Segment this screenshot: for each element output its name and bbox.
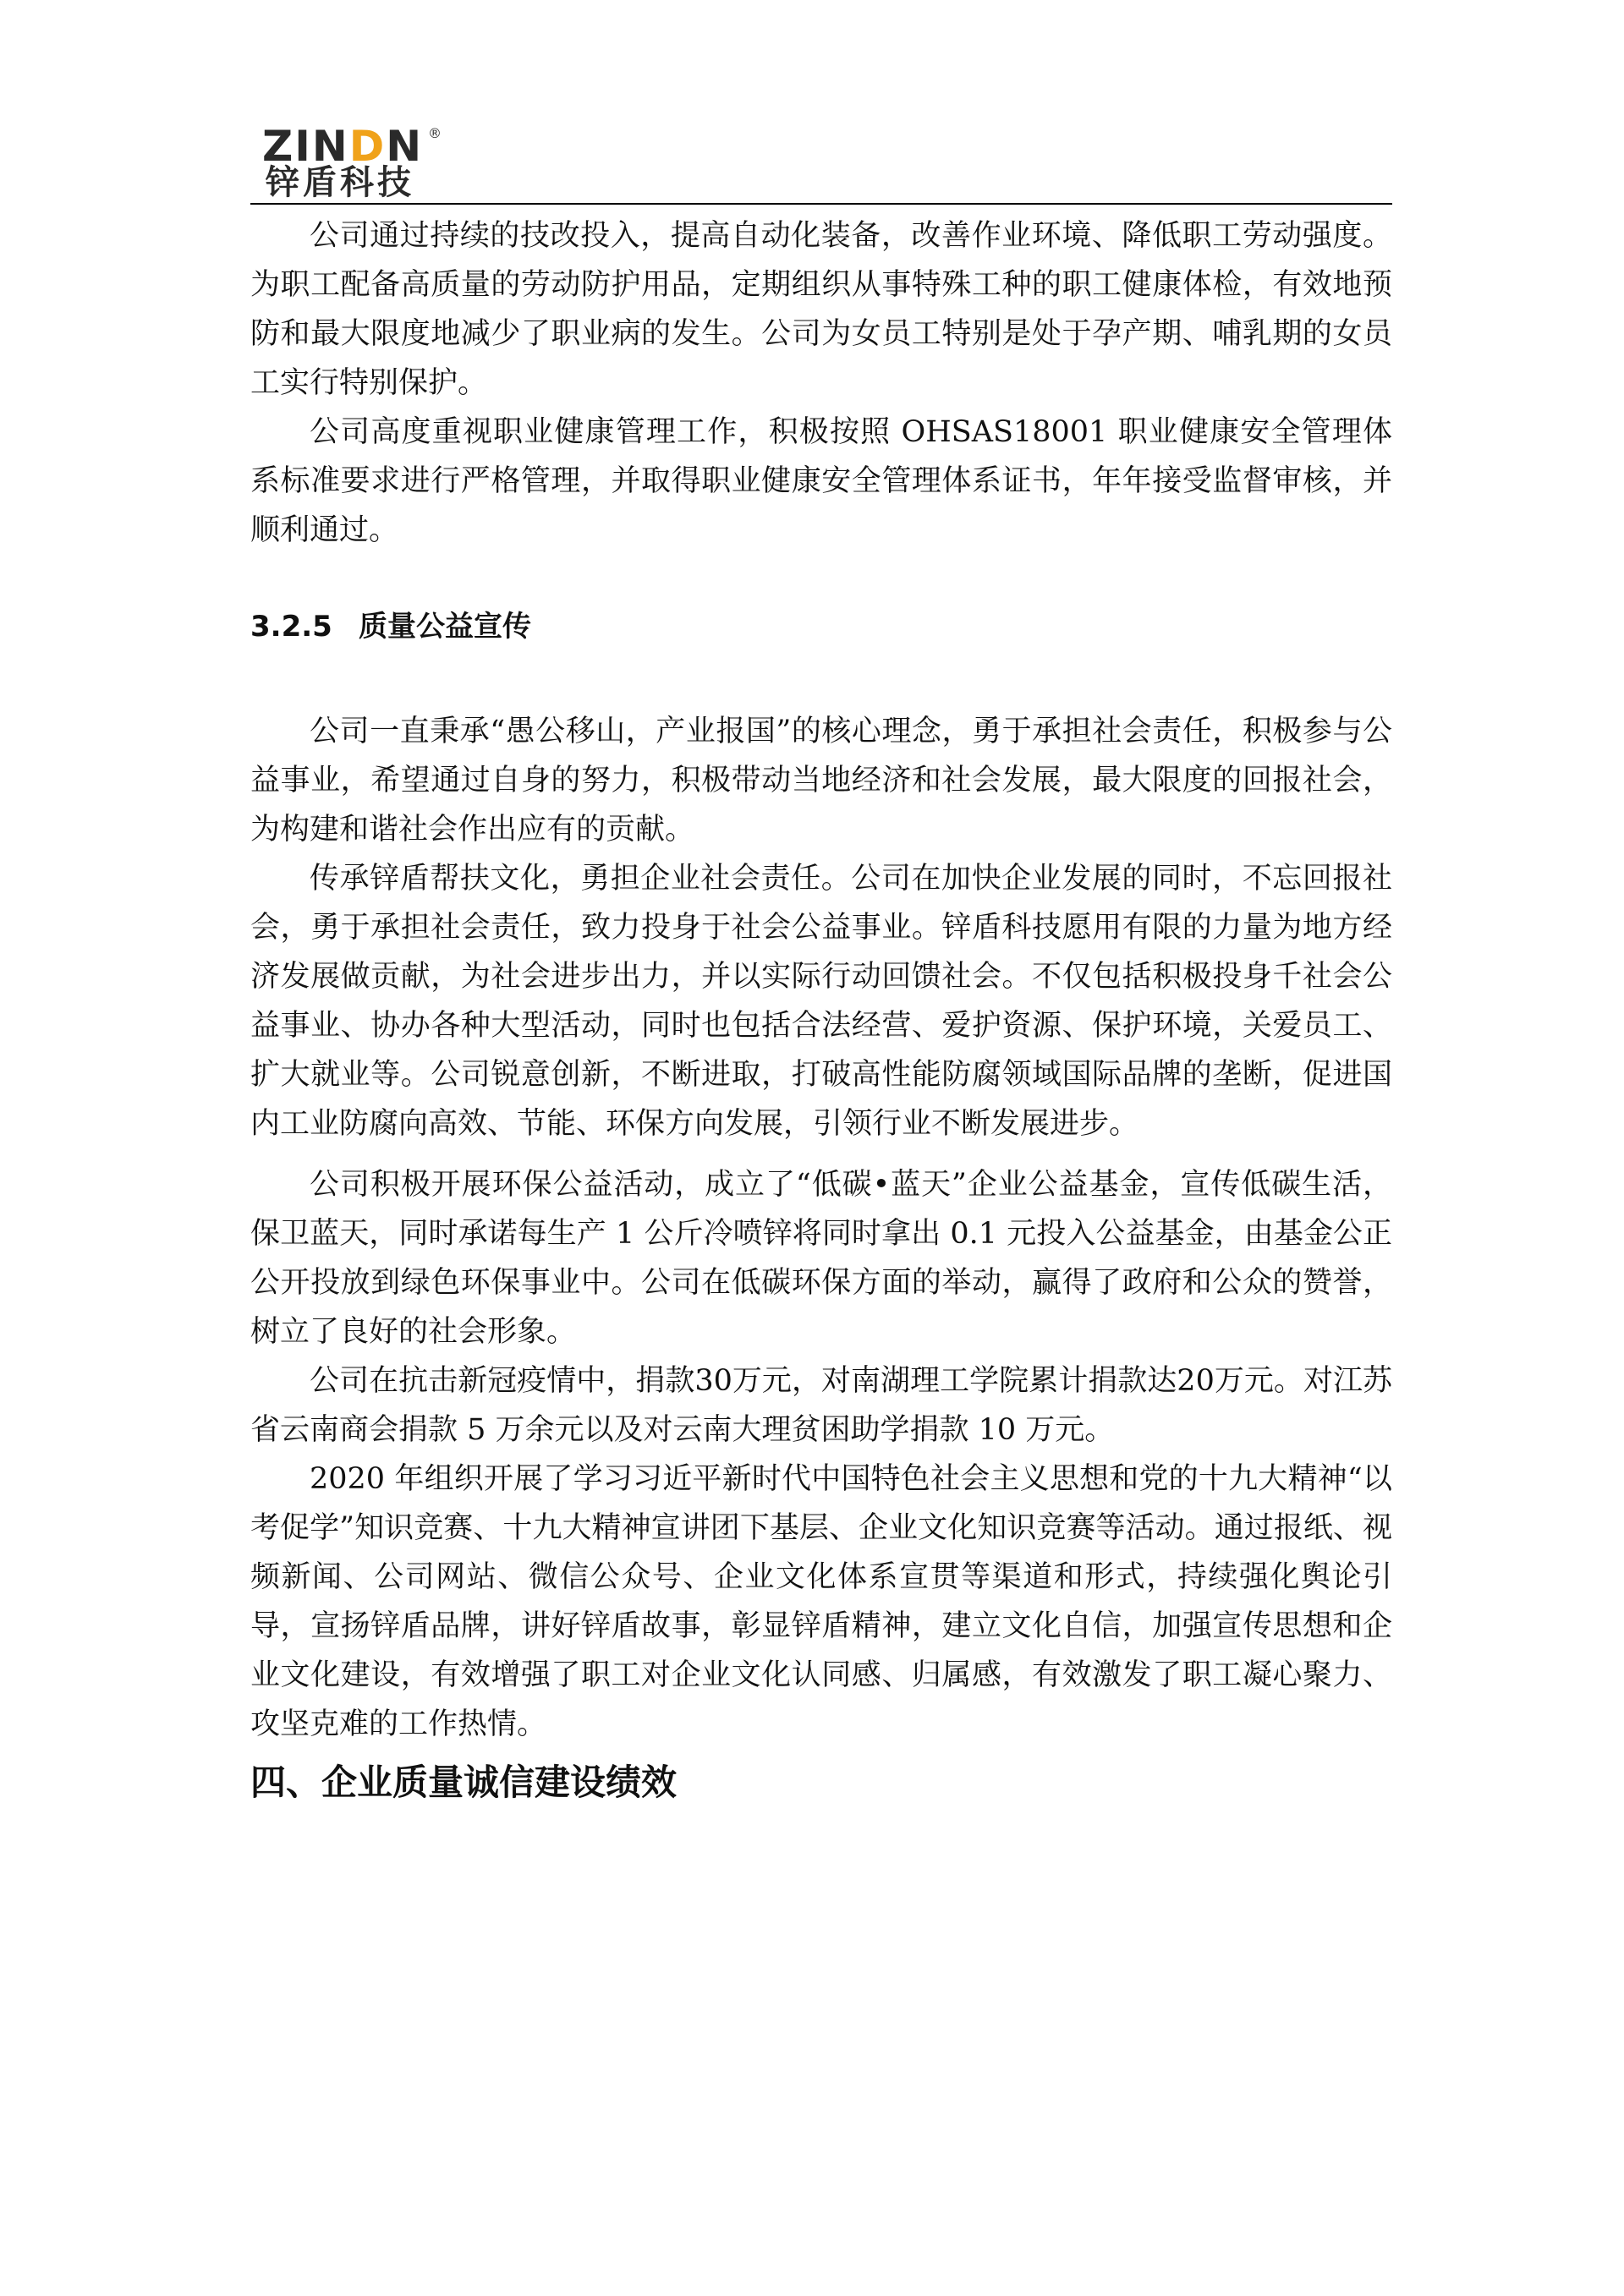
- paragraph: 传承锌盾帮扶文化，勇担企业社会责任。公司在加快企业发展的同时，不忘回报社会，勇于承担社会责任，致力投身于社会公益事业。锌盾科技愿用有限的力量为地方经济发展做贡献，为社会进步出力，并以实际行动回馈社会。不仅包括积极投身千社会公益事业、协办各种大型活动，同时也包括合法经营、爱护资源、保护环境，关爱员工、扩大就业等。公司锐意创新，不断进取，打破高性能防腐领域国际品牌的垄断，促进国内工业防腐向高效、节能、环保方向发展，引领行业不断发展进步。: [250, 862, 1392, 1141]
- section-heading: [250, 602, 1392, 651]
- logo-chinese-name: 锌盾科技: [266, 163, 414, 202]
- section-title: 质量公益宣传: [359, 610, 531, 644]
- paragraph: 公司通过持续的技改投入，提高自动化装备，改善作业环境、降低职工劳动强度。为职工配备高质量的劳动防护用品，定期组织从事特殊工种的职工健康体检，有效地预防和最大限度地减少了职业病的发生。公司为女员工特别是处于孕产期、哺乳期的女员工实行特别保护。: [250, 219, 1392, 400]
- section-number: 3.2.5: [250, 610, 332, 644]
- paragraph: 公司在抗击新冠疫情中，捐款30万元，对南湖理工学院累计捐款达20万元。对江苏省云南商会捐款 5 万余元以及对云南大理贫困助学捐款 10 万元。: [250, 1364, 1392, 1447]
- chapter-heading: 四、企业质量诚信建设绩效: [250, 1762, 678, 1803]
- header-divider: [250, 203, 1392, 205]
- paragraph: 2020 年组织开展了学习习近平新时代中国特色社会主义思想和党的十九大精神“以考促学”知识竞赛、十九大精神宣讲团下基层、企业文化知识竞赛等活动。通过报纸、视频新闻、公司网站、微信公众号、企业文化体系宣贯等渠道和形式，持续强化舆论引导，宣扬锌盾品牌，讲好锌盾故事，彰显锌盾精神，建立文化自信，加强宣传思想和企业文化建设，有效增强了职工对企业文化认同感、归属感，有效激发了职工凝心聚力、攻坚克难的工作热情。: [250, 1462, 1392, 1741]
- logo-wordmark: ZINDN: [262, 122, 424, 171]
- registered-mark: ®: [428, 125, 442, 141]
- body-content: [250, 211, 1392, 1810]
- logo-highlight-letter: D: [348, 122, 387, 171]
- paragraph: 公司一直秉承“愚公移山，产业报国”的核心理念，勇于承担社会责任，积极参与公益事业，希望通过自身的努力，积极带动当地经济和社会发展，最大限度的回报社会，为构建和谐社会作出应有的贡献。: [250, 715, 1392, 847]
- zindn-logo: [262, 122, 448, 202]
- paragraph: 公司积极开展环保公益活动，成立了“低碳•蓝天”企业公益基金，宣传低碳生活，保卫蓝天，同时承诺每生产 1 公斤冷喷锌将同时拿出 0.1 元投入公益基金，由基金公正公开投放到绿色环保事业中。公司在低碳环保方面的举动，赢得了政府和公众的赞誉，树立了良好的社会形象。: [250, 1168, 1392, 1349]
- paragraph: 公司高度重视职业健康管理工作，积极按照 OHSAS18001 职业健康安全管理体系标准要求进行严格管理，并取得职业健康安全管理体系证书，年年接受监督审核，并顺利通过。: [250, 415, 1392, 547]
